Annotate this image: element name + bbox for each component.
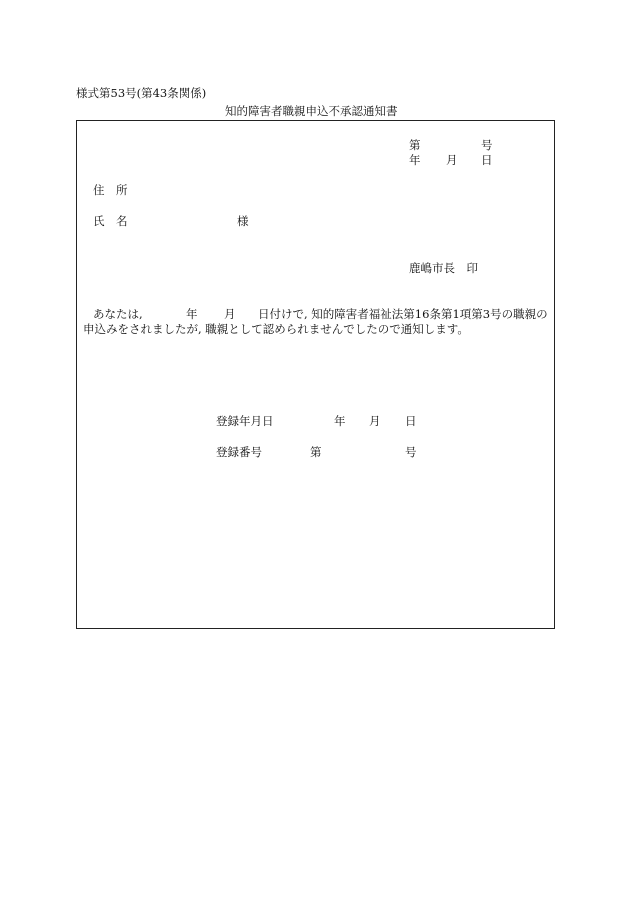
doc-number-suffix: 号 xyxy=(481,138,493,152)
issue-date-month: 月 xyxy=(446,153,458,167)
body-month: 月 xyxy=(224,307,236,321)
body-year: 年 xyxy=(186,307,198,321)
notice-body-line-2: 申込みをされましたが, 職親として認められませんでしたので通知します。 xyxy=(83,322,469,336)
address-label: 住 所 xyxy=(93,183,128,197)
form-number-header: 様式第53号(第43条関係) xyxy=(76,86,207,100)
registration-date-day: 日 xyxy=(405,414,417,428)
registration-number-label: 登録番号 xyxy=(216,445,262,459)
registration-date-label: 登録年月日 xyxy=(216,414,274,428)
name-honorific: 様 xyxy=(237,214,249,228)
body-intro: あなたは, xyxy=(93,307,143,321)
registration-number-suffix: 号 xyxy=(405,445,417,459)
registration-date-year: 年 xyxy=(334,414,346,428)
body-rest: 日付けで, 知的障害者福祉法第16条第1項第3号の職親の xyxy=(258,307,548,321)
issue-date-day: 日 xyxy=(481,153,493,167)
registration-date-month: 月 xyxy=(369,414,381,428)
notice-frame xyxy=(76,120,555,629)
document-title: 知的障害者職親申込不承認通知書 xyxy=(225,104,398,118)
doc-number-prefix: 第 xyxy=(409,138,421,152)
registration-number-prefix: 第 xyxy=(310,445,322,459)
name-label: 氏 名 xyxy=(93,214,128,228)
issuer-seal: 鹿嶋市長 印 xyxy=(409,261,478,275)
issue-date-year: 年 xyxy=(409,153,421,167)
